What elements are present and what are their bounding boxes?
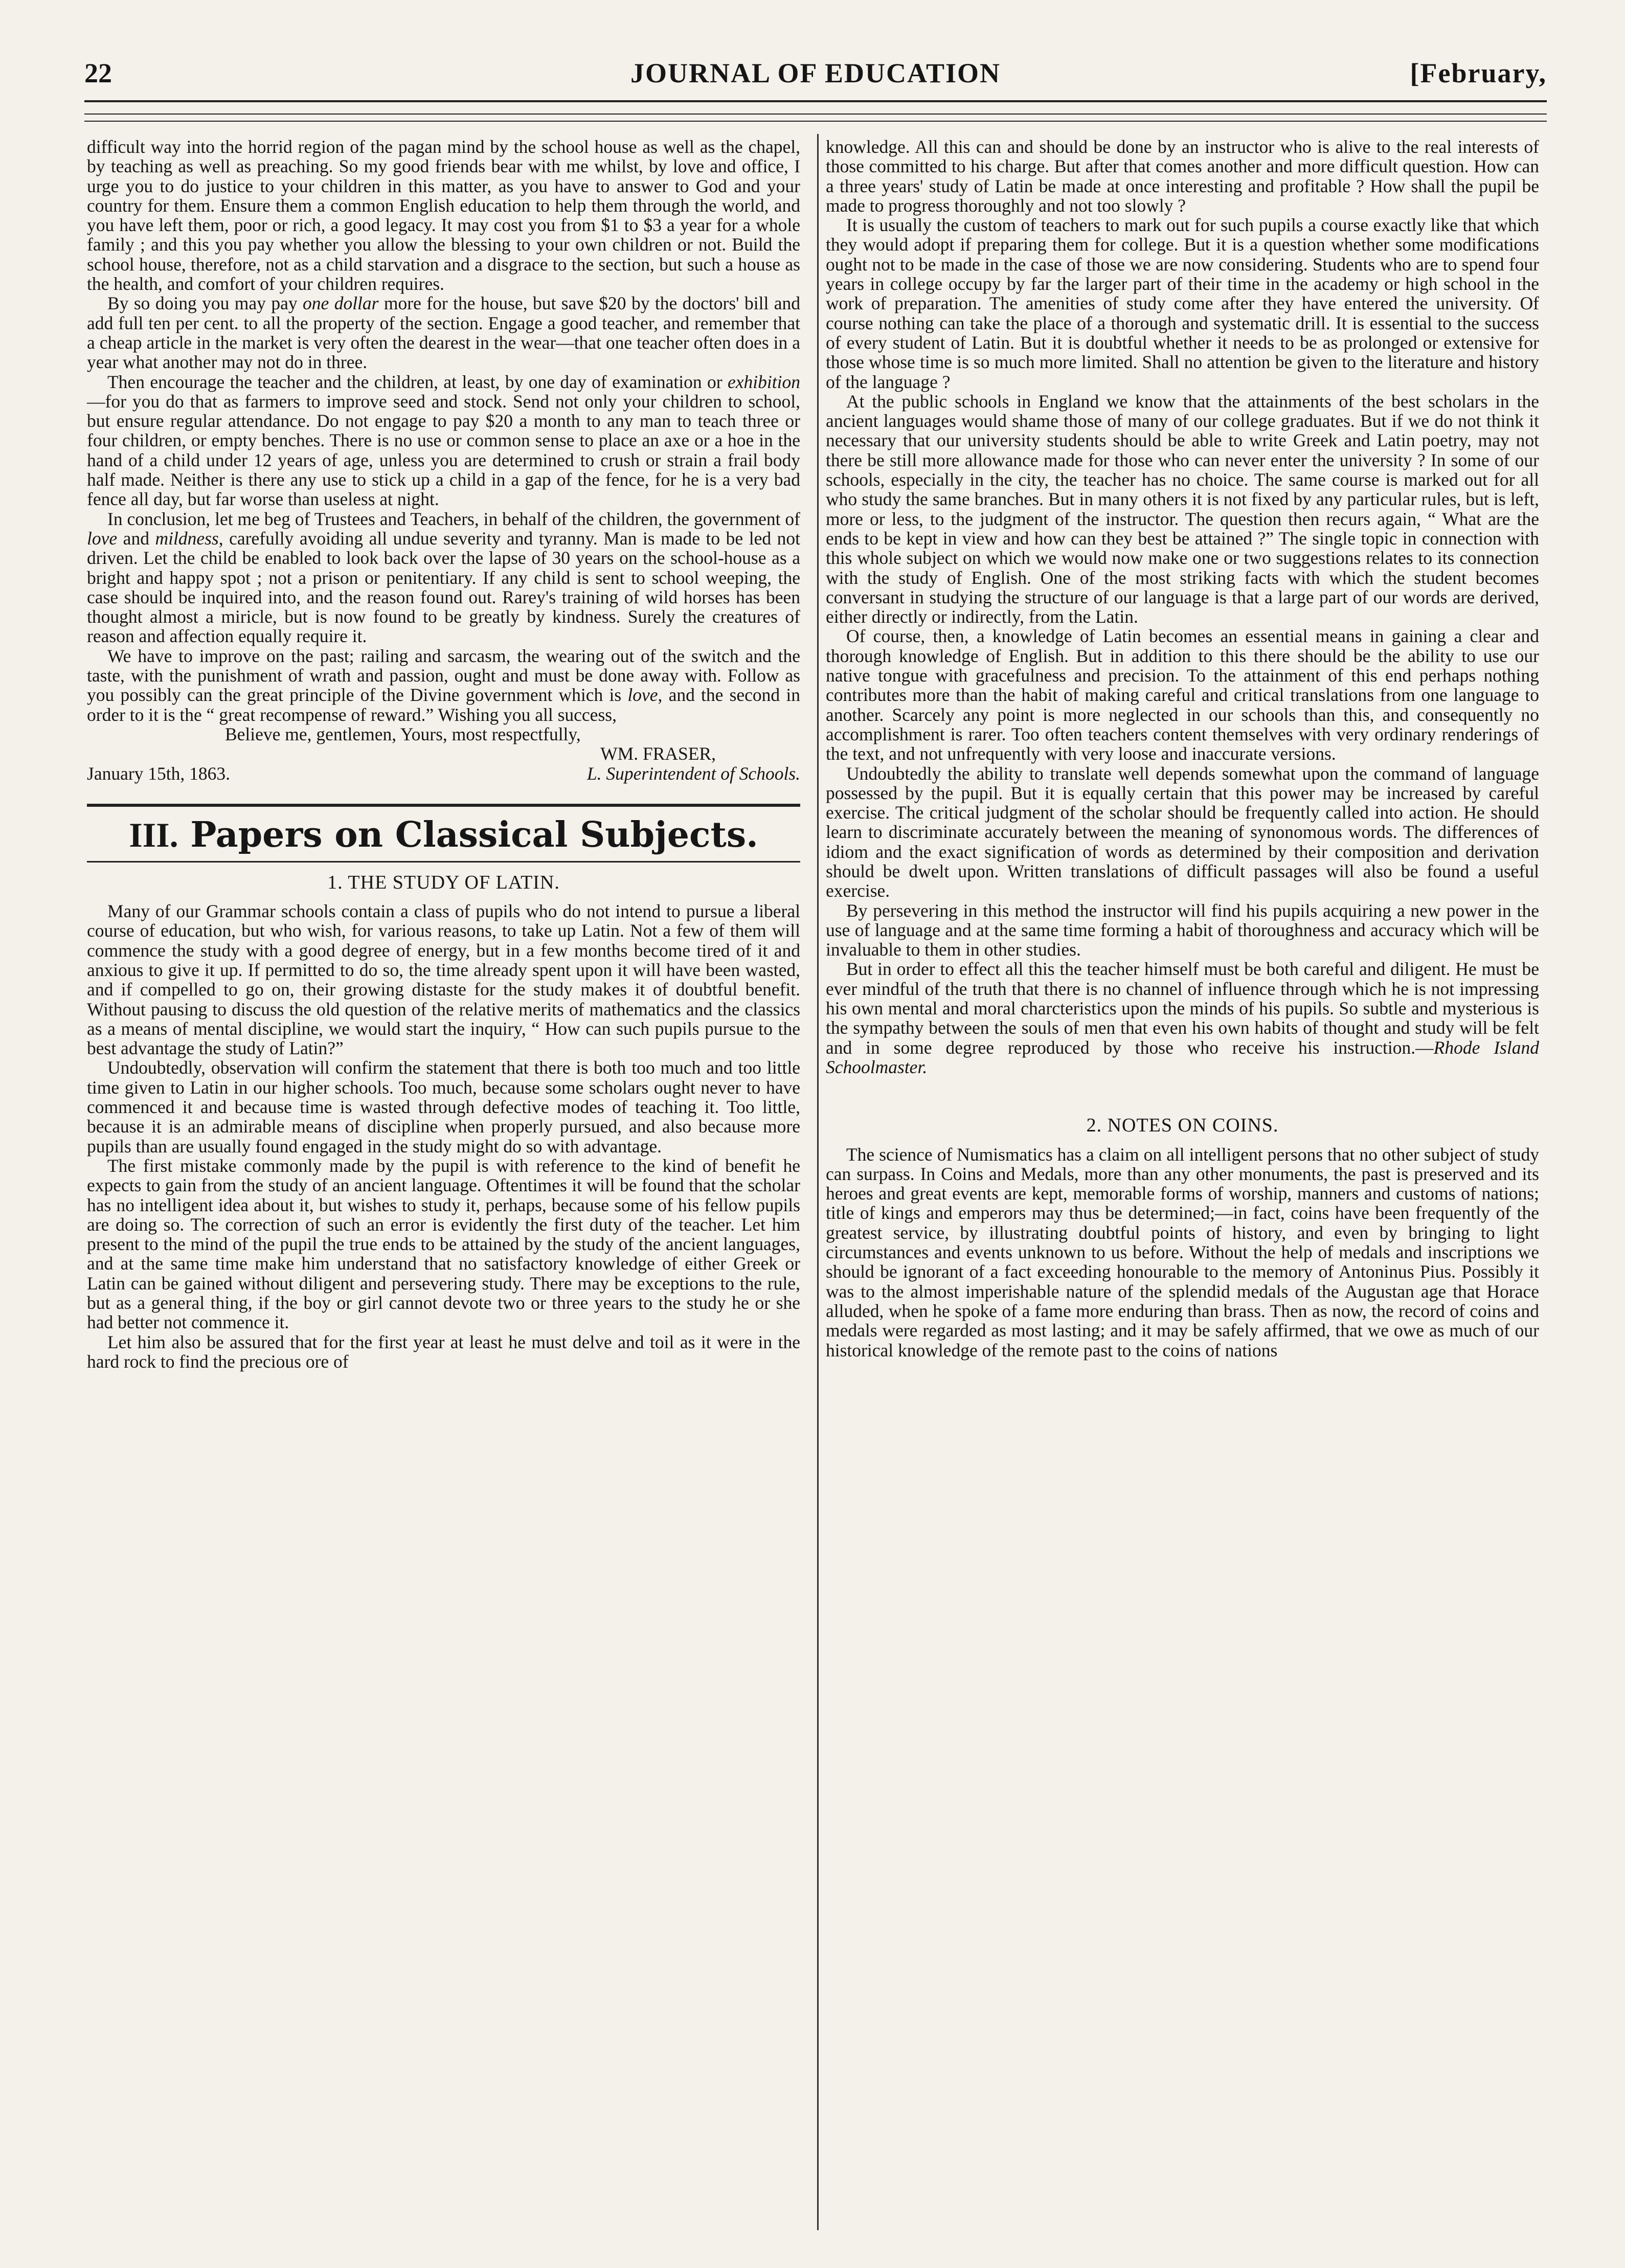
section-title: III. Papers on Classical Subjects. <box>129 814 758 855</box>
page-number: 22 <box>84 58 112 88</box>
header-rule-thin <box>84 114 1547 115</box>
signature-title: L. Superintendent of Schools. <box>586 763 800 784</box>
paragraph: But in order to effect all this the teacher himself must be both careful and diligent. He must be ever mindful of the truth that there is no channel of influence through which he is not impressing his own mental and moral charcteristics upon the minds of his pupils. So subtle and mysterious is the sympathy between the souls of men that even his own habits of thought and study will be felt and in some degree reproduced by those who receive his instruction.—Rhode Island Schoolmaster. <box>826 959 1539 1077</box>
header-month: [February, <box>1410 58 1547 88</box>
paragraph: In conclusion, let me beg of Trustees and Teachers, in behalf of the children, the government of love and mildness, carefully avoiding all undue severity and tyranny. Man is made to be led not driven. Let the child be enabled to look back over the lapse of 30 years on the school-house as a bright and happy spot ; not a prison or penitentiary. If any child is sent to school weeping, the case should be inquired into, and the reason found out. Rarey's training of wild horses has been thought almost a miricle, but is now found to be greatly by kindness. Surely the creatures of reason and affection equally require it. <box>87 508 801 647</box>
paragraph: Then encourage the teacher and the children, at least, by one day of examination or exhibition—for you do that as farmers to improve seed and stock. Send not only your children to school, but ensure regular attendance. Do not engage to pay $20 a month to any man to teach three or four children, or empty benches. There is no use or common sense to place an axe or a hoe in the hand of a child under 12 years of age, unless you are determined to crush or strain a frail body half made. Neither is there any use to stick up a child in a gap of the fence, for he is a very bad fence all day, but far worse than useless at night. <box>87 371 800 510</box>
letter-date: January 15th, 1863. <box>87 763 231 784</box>
journal-title: JOURNAL OF EDUCATION <box>630 58 1001 88</box>
paragraph: Undoubtedly the ability to translate well depends somewhat upon the command of language possessed by the pupil. But it is equally certain that this power may be increased by careful exercise. The critical judgment of the scholar should be frequently called into action. He should learn to discriminate accurately between the meaning of synonomous words. The differences of idiom and the exact signification of words as determined by their composition and derivation should be dwelt upon. Written translations of difficult passages will also be found a useful exercise. <box>826 763 1539 901</box>
article-title: 2. NOTES ON COINS. <box>1086 1115 1279 1137</box>
signature-name: WM. FRASER, <box>600 743 716 764</box>
paragraph: By so doing you may pay one dollar more for the house, but save $20 by the doctors' bill and add full ten per cent. to all the property of the section. Engage a good teacher, and remember that a cheap article in the market is very often the dearest in the wear—that one teacher often does in a year what another may not do in three. <box>87 293 800 373</box>
page-header <box>84 51 1547 97</box>
signature-row <box>87 764 800 783</box>
paragraph: Of course, then, a knowledge of Latin becomes an essential means in gaining a clear and thorough knowledge of English. But in addition to this there should be the ability to use our native tongue with gracefulness and precision. To the attainment of this end perhaps nothing contributes more than the habit of making careful and critical translations from one language to another. Scarcely any point is more neglected in our schools than this, and consequently no accomplishment is rarer. Too often teachers content themselves with very ordinary renderings of the text, and not unfrequently with very loose and inaccurate versions. <box>826 626 1539 764</box>
paragraph: We have to improve on the past; railing and sarcasm, the wearing out of the switch and the taste, with the punishment of wrath and passion, ought and must be done away with. Follow as you possibly can the great principle of the Divine government which is love, and the second in order to it is the “ great recompense of reward.” Wishing you all success, <box>87 645 801 725</box>
paragraph: By persevering in this method the instructor will find his pupils acquiring a new power in the use of language and at the same time forming a habit of thoroughness and accuracy which will be invaluable to them in other studies. <box>826 900 1539 960</box>
left-column <box>87 137 800 1371</box>
source-citation: Rhode Island Schoolmaster. <box>826 1037 1539 1077</box>
paragraph: At the public schools in England we know that the attainments of the best scholars in the ancient languages would shame those of many of our college graduates. But if we do not think it necessary that our university students should be able to write Greek and Latin poetry, may not there be still more allowance made for those who can never enter the university ? In some of our schools, especially in the city, the teacher has no choice. The same course is marked out for all who study the same branches. But in many others it is not fixed by any particular rules, but is left, more or less, to the judgment of the instructor. The question then recurs again, “ What are the ends to be kept in view and how can they best be attained ?” The single topic in connection with this whole subject on which we would now make one or two suggestions relates to its connection with the study of English. One of the most striking facts with which the student becomes conversant in studying the structure of our language is that a large part of our words are derived, either directly or indirectly, from the Latin. <box>826 391 1539 627</box>
paragraph: difficult way into the horrid region of the pagan mind by the school house as well as the chapel, by teaching as well as preaching. So my good friends bear with me whilst, by love and office, I urge you to do justice to your children in this matter, as you have to answer to God and your country for them. Ensure them a common English education to help them through the world, and you have left them, poor or rich, a good legacy. It may cost you from $1 to $3 a year for a whole family ; and this you pay whether you allow the blessing to your own children or not. Build the school house, therefore, not as a child starvation and a disgrace to the section, but such a house as the health, and comfort of your children requires. <box>87 137 800 294</box>
section-heading <box>87 804 800 863</box>
article-title: 1. THE STUDY OF LATIN. <box>327 871 560 893</box>
paragraph: knowledge. All this can and should be done by an instructor who is alive to the real interests of those committed to his charge. But after that comes another and more difficult question. How can a three years' study of Latin be made at once interesting and profitable ? How shall the pupil be made to progress thoroughly and not too slowly ? <box>826 137 1539 216</box>
paragraph: It is usually the custom of teachers to mark out for such pupils a course exactly like that which they would adopt if preparing them for college. But it is a question whether some modifications ought not to be made in the case of those we are now considering. Students who are to spend four years in college occupy by far the larger part of their time in the academy or high school in the work of preparation. The amenities of study come after they have entered the university. Of course nothing can take the place of a thorough and systematic drill. It is essential to the success of every student of Latin. But it is doubtful whether it needs to be as prolonged or extensive for those whose time is so much more limited. Shall no attention be given to the literature and history of the language ? <box>826 215 1539 392</box>
paragraph: Let him also be assured that for the first year at least he must delve and toil as it were in the hard rock to find the precious ore of <box>87 1331 800 1372</box>
header-rule-thin-2 <box>84 121 1547 122</box>
paragraph: Many of our Grammar schools contain a class of pupils who do not intend to pursue a liberal course of education, but who wish, for various reasons, to take up Latin. Not a few of them will commence the study with a good degree of energy, but in a few months become tired of it and anxious to give it up. If permitted to do so, the time already spent upon it will have been wasted, and if compelled to go on, their growing distaste for the study makes it of doubtful benefit. Without pausing to discuss the old question of the relative merits of mathematics and the classics as a means of mental discipline, we would start the inquiry, “ How can such pupils pursue to the best advantage the study of Latin?” <box>87 901 800 1059</box>
right-column <box>826 137 1539 1360</box>
column-divider <box>817 134 819 2230</box>
header-rule-thick <box>84 100 1547 102</box>
paragraph: The first mistake commonly made by the pupil is with reference to the kind of benefit he expects to gain from the study of an ancient language. Oftentimes it will be found that the scholar has no intelligent idea about it, but wishes to study it, perhaps, because some of his fellow pupils are doing so. The correction of such an error is evidently the first duty of the teacher. Let him present to the mind of the pupil the true ends to be attained by the study of the ancient languages, and at the same time make him understand that no satisfactory knowledge of either Greek or Latin can be gained without diligent and persevering study. There may be exceptions to the rule, but as a general thing, if the boy or girl cannot devote two or three years to the study he or she had better not commence it. <box>87 1155 800 1333</box>
letter-closing: Believe me, gentlemen, Yours, most respectfully, <box>225 723 581 744</box>
paragraph: The science of Numismatics has a claim on all intelligent persons that no other subject of study can surpass. In Coins and Medals, more than any other monuments, the past is preserved and its heroes and great events are kept, memorable forms of worship, manners and customs of nations; title of kings and emperors may thus be determined;—in fact, coins have been frequently of the greatest service, by illustrating doubtful points of history, and even by bringing to light circumstances and events unknown to us before. Without the help of medals and inscriptions we should be ignorant of a fact exceeding honourable to the memory of Antoninus Pius. Possibly it was to the almost imperishable nature of the splendid medals of the Augustan age that Horace alluded, when he spoke of a fame more enduring than brass. Then as now, the record of coins and medals were regarded as most lasting; and it may be safely affirmed, that we owe as much of our historical knowledge of the remote past to the coins of nations <box>826 1144 1539 1360</box>
paragraph: Undoubtedly, observation will confirm the statement that there is both too much and too little time given to Latin in our higher schools. Too much, because some scholars ought never to have commenced it and because time is wasted through defective modes of teaching it. Too little, because it is an admirable means of discipline when properly pursued, and also because more pupils than are usually found engaged in the study might do so with advantage. <box>87 1057 800 1156</box>
